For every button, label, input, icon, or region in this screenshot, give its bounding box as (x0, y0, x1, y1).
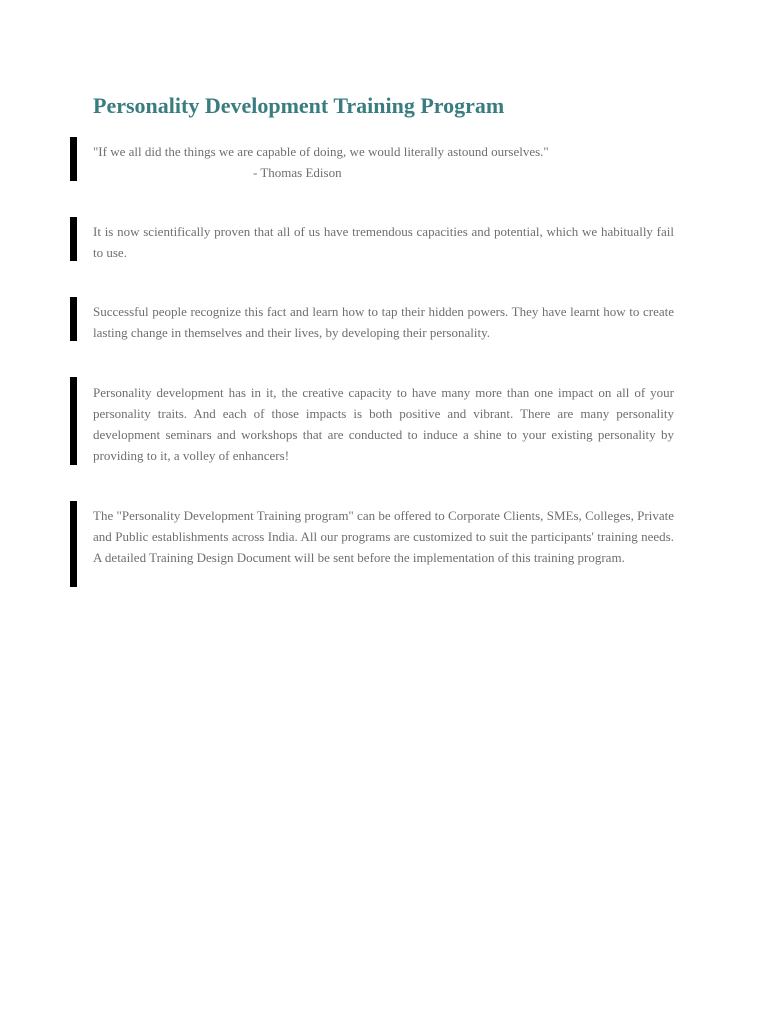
quote-text: "If we all did the things we are capable of doing, we would literally astound ourselves." (93, 144, 549, 159)
paragraph-bar (70, 297, 77, 341)
paragraph-bar (70, 217, 77, 261)
page-title: Personality Development Training Program (93, 93, 505, 118)
quote (93, 141, 674, 183)
paragraph-bar (70, 501, 77, 587)
paragraph-bar (70, 377, 77, 465)
paragraph: The "Personality Development Training program" can be offered to Corporate Clients, SMEs, Colleges, Private and Public establishments across India. All our programs are customized to suit the participants' training needs. A detailed Training Design Document will be sent before the implementation of this training program. (93, 508, 674, 565)
quote-author: - Thomas Edison (253, 165, 342, 180)
paragraph: Personality development has in it, the creative capacity to have many more than one impact on all of your personality traits. And each of those impacts is both positive and vibrant. There are many personality development seminars and workshops that are conducted to induce a shine to your existing personality by providing to it, a volley of enhancers! (93, 385, 674, 463)
paragraph: It is now scientifically proven that all of us have tremendous capacities and potential, which we habitually fail to use. (93, 224, 674, 260)
quote-bar (70, 137, 77, 181)
paragraph: Successful people recognize this fact and learn how to tap their hidden powers. They have learnt how to create lasting change in themselves and their lives, by developing their personality. (93, 304, 674, 340)
